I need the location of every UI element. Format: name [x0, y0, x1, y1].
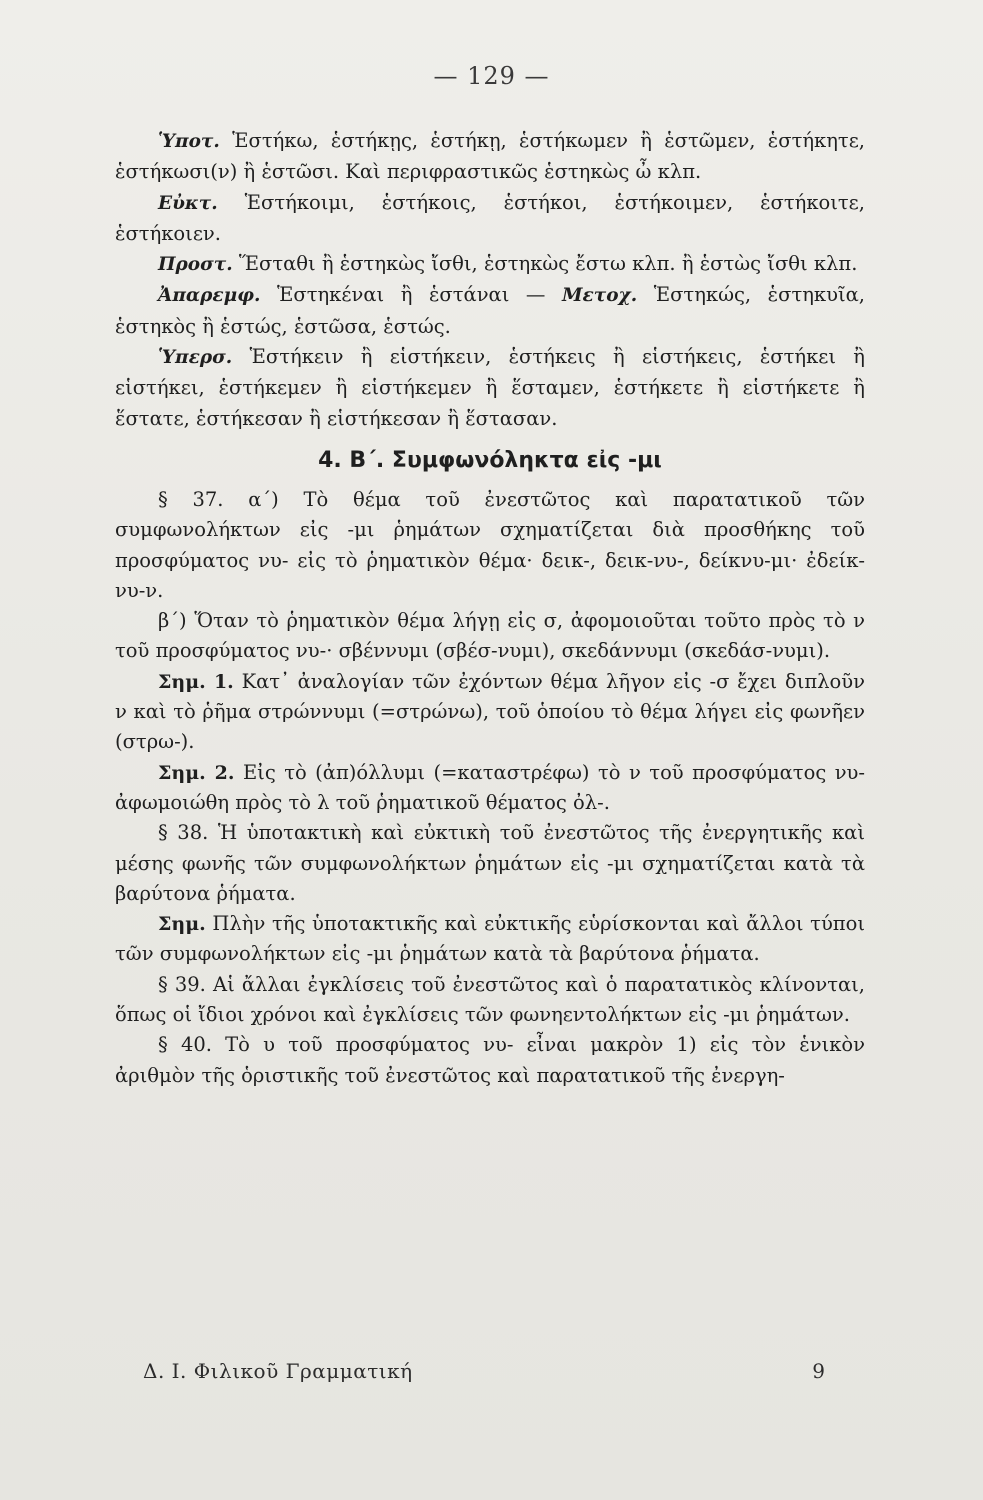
text-note-3: Πλὴν τῆς ὑποτακτικῆς καὶ εὐκτικῆς εὑρίσκονται καὶ ἄλλοι τύποι τῶν συμφωνολήκτων εἰς -μι ῥημάτων κατὰ τὰ βαρύτονα ῥήματα.: [115, 912, 865, 966]
paragraph-euktike: [115, 188, 865, 250]
text-aparemph: Ἑστηκέναι ἢ ἑστάναι —: [260, 283, 563, 307]
label-note-1: Σημ. 1.: [158, 670, 234, 693]
paragraph-s40: § 40. Τὸ υ τοῦ προσφύματος νυ- εἶναι μακρὸν 1) εἰς τὸν ἑνικὸν ἀριθμὸν τῆς ὁριστικῆς τοῦ ἐνεστῶτος καὶ παρατατικοῦ τῆς ἐνεργη-: [115, 1033, 865, 1087]
paragraph-note-2: [115, 758, 865, 819]
text-note-1: Κατ᾿ ἀναλογίαν τῶν ἐχόντων θέμα λῆγον εἰς -σ ἔχει διπλοῦν ν καὶ τὸ ῥῆμα στρώννυμι (=στρώνω), τοῦ ὁποίου τὸ θέμα λήγει εἰς φωνῆεν (στρω-).: [115, 669, 865, 754]
section-heading: 4. Β΄. Συμφωνόληκτα εἰς -μι: [318, 447, 662, 473]
paragraph-hypotaktike: [115, 126, 865, 188]
paragraph-note-3: [115, 909, 865, 970]
page-number: — 129 —: [433, 62, 550, 90]
label-hypers: Ὑπερσ.: [158, 347, 233, 369]
paragraph-s37-b: β΄) Ὅταν τὸ ῥηματικὸν θέμα λήγῃ εἰς σ, ἀφομοιοῦται τοῦτο πρὸς τὸ ν τοῦ προσφύματος νυ-· σβέννυμι (σβέσ-νυμι), σκεδάννυμι (σκεδάσ-νυμι).: [115, 609, 865, 663]
label-note-2: Σημ. 2.: [158, 761, 235, 784]
text-metoch: Ἑστηκώς, ἑστηκυῖα, ἑστηκὸς ἢ ἑστώς, ἑστῶσα, ἑστώς.: [115, 283, 865, 338]
paragraph-prostaktike: [115, 249, 865, 280]
paragraph-s39: § 39. Αἱ ἄλλαι ἐγκλίσεις τοῦ ἐνεστῶτος καὶ ὁ παρατατικὸς κλίνονται, ὅπως οἱ ἴδιοι χρόνοι καὶ ἐγκλίσεις τῶν φωνηεντολήκτων εἰς -μι ῥημάτων.: [115, 972, 865, 1027]
text-eukt: Ἑστήκοιμι, ἑστήκοις, ἑστήκοι, ἑστήκοιμεν, ἑστήκοιτε, ἑστήκοιεν.: [115, 190, 865, 245]
text-note-2: Εἰς τὸ (ἀπ)όλλυμι (=καταστρέφω) τὸ ν τοῦ προσφύματος νυ- ἀφωμοιώθη πρὸς τὸ λ τοῦ ῥηματικοῦ θέματος ὀλ-.: [115, 760, 865, 814]
footer-author: Δ. Ι. Φιλικοῦ Γραμματική: [143, 1359, 413, 1383]
paragraph-s37-a: § 37. α΄) Τὸ θέμα τοῦ ἐνεστῶτος καὶ παρατατικοῦ τῶν συμφωνολήκτων εἰς -μι ῥημάτων σχηματίζεται διὰ προσθήκης τοῦ προσφύματος νυ- εἰς τὸ ῥηματικὸν θέμα· δεικ-, δεικ-νυ-, δείκνυ-μι· ἐδείκ-νυ-ν.: [115, 487, 865, 602]
label-aparemph: Ἀπαρεμφ.: [158, 285, 261, 307]
text-hypers: Ἑστήκειν ἢ εἱστήκειν, ἑστήκεις ἢ εἱστήκεις, ἑστήκει ἢ εἱστήκει, ἑστήκεμεν ἢ εἱστήκεμεν ἢ ἕσταμεν, ἑστήκετε ἢ εἱστήκετε ἢ ἕστατε, ἑστήκεσαν ἢ εἱστήκεσαν ἢ ἕστασαν.: [115, 345, 865, 430]
label-prost: Προστ.: [158, 254, 233, 276]
body-text: [115, 126, 865, 1091]
label-hypot: Ὑποτ.: [158, 131, 220, 152]
label-metoch: Μετοχ.: [562, 285, 638, 307]
paragraph-s38: § 38. Ἡ ὑποτακτικὴ καὶ εὐκτικὴ τοῦ ἐνεστῶτος τῆς ἐνεργητικῆς καὶ μέσης φωνῆς τῶν συμφωνολήκτων ῥημάτων εἰς -μι σχηματίζεται κατὰ τὰ βαρύτονα ῥήματα.: [115, 821, 865, 905]
paragraph-hypersyntelikos: [115, 342, 865, 434]
paragraph-aparemphato: [115, 280, 865, 342]
label-eukt: Εὐκτ.: [158, 192, 218, 214]
footer-signature-mark: 9: [812, 1359, 825, 1383]
text-hypot: Ἑστήκω, ἑστήκῃς, ἑστήκῃ, ἑστήκωμεν ἢ ἑστῶμεν, ἑστήκητε, ἑστήκωσι(ν) ἢ ἑστῶσι. Καὶ περιφραστικῶς ἑστηκὼς ὦ κλπ.: [115, 129, 865, 184]
label-note-3: Σημ.: [158, 913, 206, 936]
paragraph-note-1: [115, 667, 865, 758]
text-prost: Ἕσταθι ἢ ἑστηκὼς ἴσθι, ἑστηκὼς ἔστω κλπ. ἢ ἑστὼς ἴσθι κλπ.: [232, 252, 858, 276]
